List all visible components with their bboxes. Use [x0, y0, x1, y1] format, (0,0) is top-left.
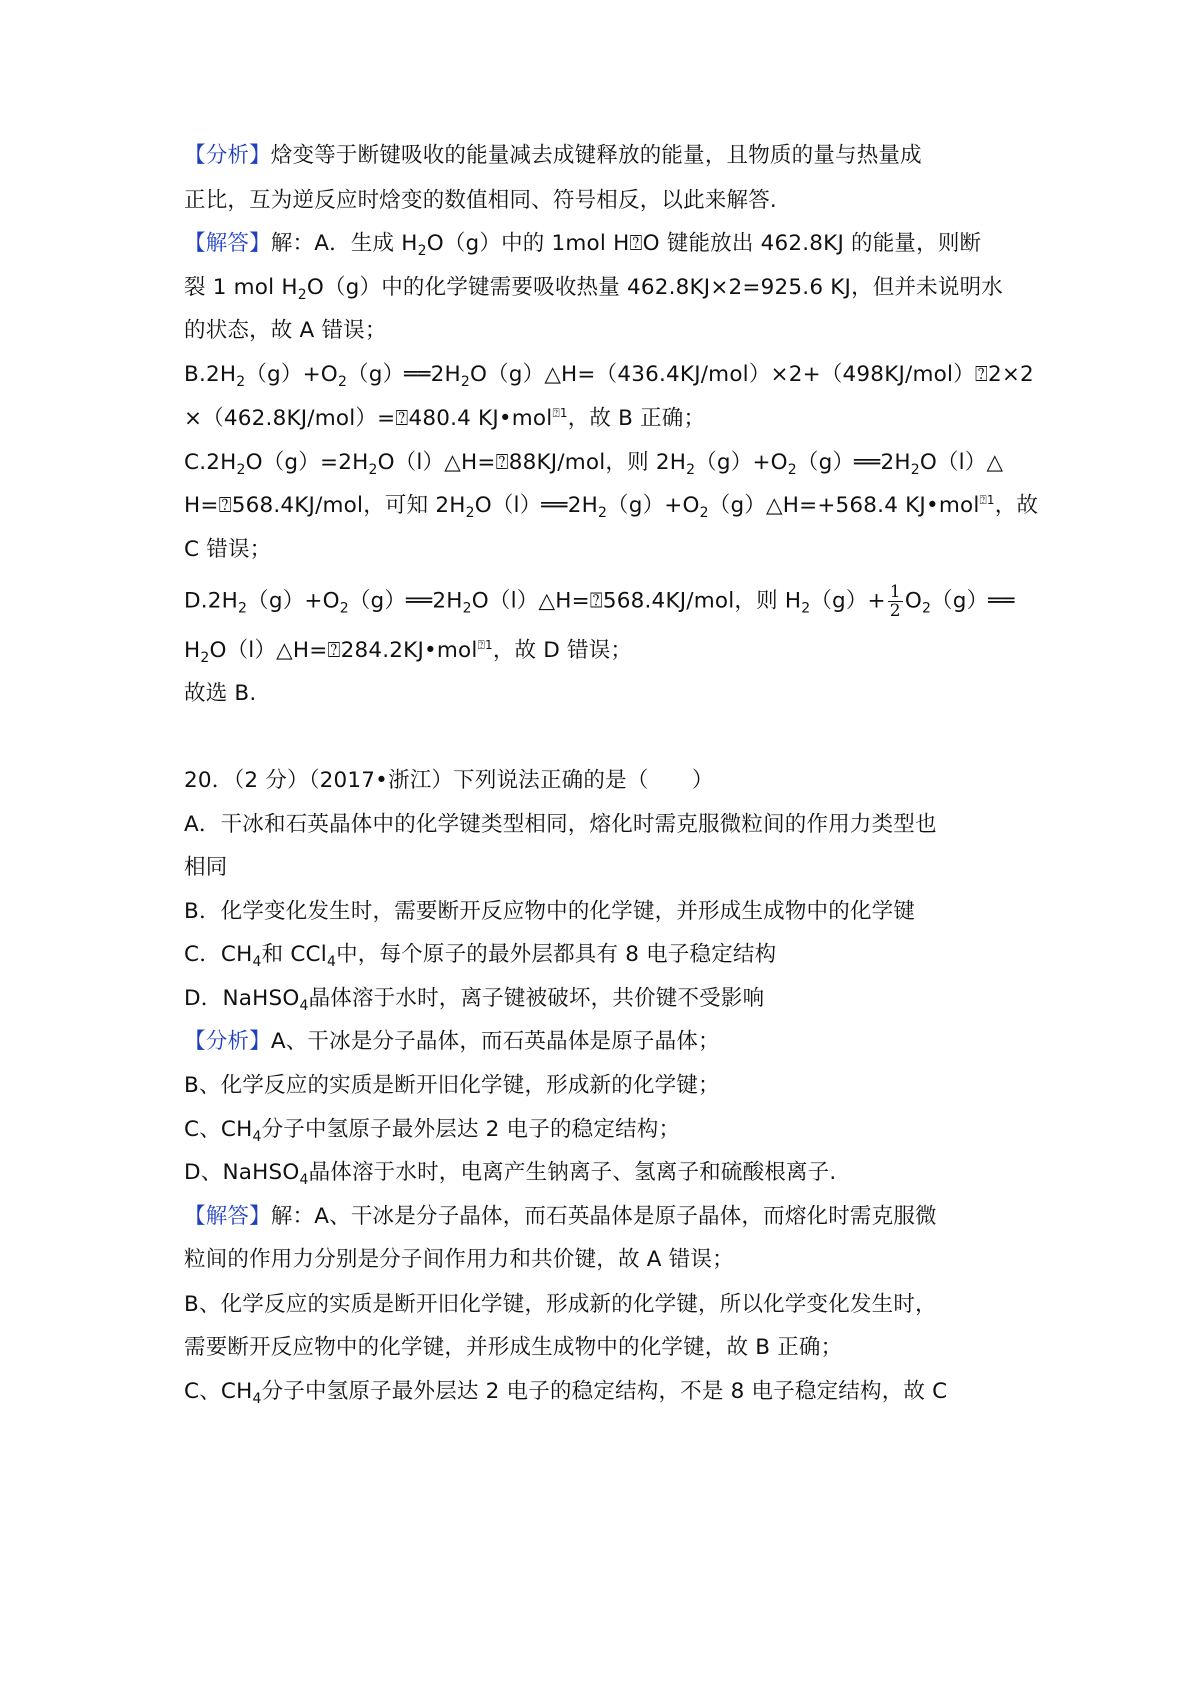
option-a: 相同	[184, 855, 228, 880]
analysis-line: C、$CH_4$分子中氢原子最外层达 2 电子的稳定结构；	[184, 1117, 681, 1145]
missing-glyph-icon: ⍰	[552, 406, 560, 420]
answer-line: $C.2H_2O(g)=2H_2O(l)\triangle H=⍰88KJ$/mol，则 $2H_2(g)+O_2(g)══2H_2O(l)\triangle$	[184, 450, 1004, 478]
option-d: D．NaHSO$_4$晶体溶于水时，离子键被破坏，共价键不受影响	[184, 986, 765, 1014]
analysis-line: 【分析】焓变等于断键吸收的能量减去成键释放的能量，且物质的量与热量成	[184, 143, 922, 168]
analysis-line: 【分析】A、干冰是分子晶体，而石英晶体是原子晶体；	[184, 1029, 720, 1054]
answer-tag: 【解答】	[184, 1204, 271, 1229]
missing-glyph-icon: ⍰	[218, 493, 232, 518]
missing-glyph-icon: ⍰	[395, 406, 409, 431]
answer-line: 粒间的作用力分别是分子间作用力和共价键，故 A 错误；	[184, 1247, 734, 1272]
analysis-tag: 【分析】	[184, 143, 271, 168]
missing-glyph-icon: ⍰	[979, 493, 987, 507]
missing-glyph-icon: ⍰	[974, 362, 988, 387]
option-c: C．$CH_4$和 CCl$_4$中，每个原子的最外层都具有 8 电子稳定结构	[184, 942, 777, 970]
option-b: B．化学变化发生时，需要断开反应物中的化学键，并形成生成物中的化学键	[184, 899, 916, 924]
answer-line: 【解答】解：A、干冰是分子晶体，而石英晶体是原子晶体，而熔化时需克服微	[184, 1204, 937, 1229]
answer-line: $H_2O(l)\triangle H=⍰284.2KJ•mol^{⍰1}$，故 D 错误；	[184, 638, 633, 666]
missing-glyph-icon: ⍰	[589, 588, 603, 614]
answer-line: ×（462.8KJ/mol）=⍰480.4 KJ•mol$^{⍰1}$，故 B 正确；	[184, 406, 706, 431]
option-a: A．干冰和石英晶体中的化学键类型相同，熔化时需克服微粒间的作用力类型也	[184, 812, 937, 837]
answer-line: 需要断开反应物中的化学键，并形成生成物中的化学键，故 B 正确；	[184, 1335, 843, 1360]
missing-glyph-icon: ⍰	[477, 638, 485, 652]
answer-line: C 错误；	[184, 537, 272, 562]
conclusion-line: 故选 B.	[184, 681, 257, 706]
answer-tag: 【解答】	[184, 231, 271, 256]
answer-line: $B.2H_2(g)+O_2(g)══2H_2O(g)\triangle H=(436.4KJ/mol)\times 2+(498KJ/mol)⍰2\times 2$	[184, 362, 1034, 390]
missing-glyph-icon: ⍰	[495, 450, 509, 475]
fraction-one-half: $\frac{1}{2}$	[889, 582, 901, 621]
analysis-tag: 【分析】	[184, 1029, 271, 1054]
missing-glyph-icon: ⍰	[629, 231, 643, 256]
answer-line: C、$CH_4$分子中氢原子最外层达 2 电子的稳定结构，不是 8 电子稳定结构，故 C	[184, 1379, 948, 1407]
question-stem: 20．（2 分）（2017•浙江）下列说法正确的是（ ）	[184, 768, 714, 793]
answer-line: H=⍰568.4KJ/mol，可知 $2H_2O(l)══2H_2(g)+O_2(g)\triangle H=+568.4$ KJ•mol$^{⍰1}$，故	[184, 493, 1039, 521]
answer-line: 裂 1 mol $H_2O(g)$中的化学键需要吸收热量 462.8KJ×2=925.6 KJ，但并未说明水	[184, 275, 1003, 303]
analysis-line: D、NaHSO$_4$晶体溶于水时，电离产生钠离子、氢离子和硫酸根离子.	[184, 1160, 837, 1188]
answer-line: $D.2H_2(g)+O_2(g)══2H_2O(l)\triangle H=⍰568.4KJ$/mol，则 $H_2(g)+$ $\frac{1}{2}$ $O_2(g)══$	[184, 582, 1015, 621]
answer-line: 的状态，故 A 错误；	[184, 318, 387, 343]
answer-line: 【解答】解：A．生成 $H_2O(g)$中的 1mol H⍰O 键能放出 462.8KJ 的能量，则断	[184, 231, 982, 259]
analysis-line: 正比，互为逆反应时焓变的数值相同、符号相反，以此来解答.	[184, 188, 777, 213]
analysis-line: B、化学反应的实质是断开旧化学键，形成新的化学键；	[184, 1073, 720, 1098]
answer-line: B、化学反应的实质是断开旧化学键，形成新的化学键，所以化学变化发生时，	[184, 1292, 937, 1317]
missing-glyph-icon: ⍰	[327, 638, 341, 663]
